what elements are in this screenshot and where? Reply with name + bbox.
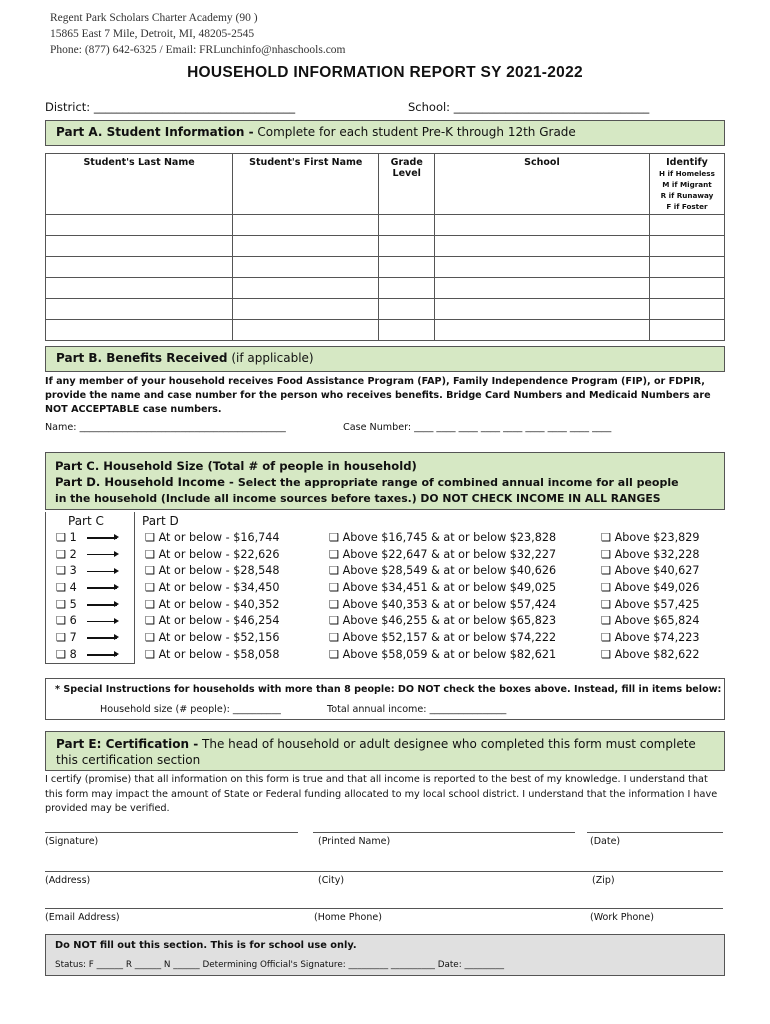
checkbox-icon[interactable]: ❑: [56, 547, 70, 561]
certification-text: I certify (promise) that all information on this form is true and that all income is reported to the best of my knowledge. I understand that this form may impact the amount of State or Federal funding allocated to my local school district. I understand that the information I have provided may be verified.: [45, 774, 718, 814]
printed-name-label: (Printed Name): [318, 836, 391, 847]
printed-name-line[interactable]: [313, 832, 575, 833]
home-phone-label: (Home Phone): [314, 912, 382, 923]
checkbox-icon[interactable]: ❑: [145, 614, 159, 628]
income-mid-option-label: Above $28,549 & at or below $40,626: [342, 564, 557, 578]
income-row: [56, 530, 736, 547]
household-size-option-label: 6: [69, 614, 77, 628]
household-size-option-label: 3: [69, 564, 77, 578]
income-low-option-label: At or below - $40,352: [158, 597, 280, 611]
checkbox-icon[interactable]: ❑: [601, 581, 615, 595]
income-low-option[interactable]: [145, 563, 280, 580]
income-high-option[interactable]: [601, 613, 700, 630]
school-contact: Phone: (877) 642-6325 / Email: FRLunchinfo@nhaschools.com: [50, 44, 346, 56]
part-d-instructions-1: Select the appropriate range of combined annual income for all people: [237, 476, 679, 489]
table-row[interactable]: [46, 278, 725, 299]
checkbox-icon[interactable]: ❑: [145, 547, 159, 561]
address-label: (Address): [45, 875, 91, 886]
household-size-option[interactable]: [56, 580, 117, 597]
checkbox-icon[interactable]: ❑: [329, 564, 343, 578]
part-b-title: Part B. Benefits Received: [56, 351, 228, 365]
checkbox-icon[interactable]: ❑: [329, 581, 343, 595]
income-high-option-label: Above $40,627: [614, 564, 700, 578]
part-c-col-label: Part C: [68, 514, 104, 528]
table-row[interactable]: [46, 299, 725, 320]
checkbox-icon[interactable]: ❑: [56, 581, 70, 595]
income-low-option[interactable]: [145, 530, 280, 547]
checkbox-icon[interactable]: ❑: [601, 631, 615, 645]
zip-label: (Zip): [592, 875, 615, 886]
income-high-option[interactable]: [601, 647, 700, 664]
school-address: 15865 East 7 Mile, Detroit, MI, 48205-2545: [50, 28, 255, 40]
household-size-option[interactable]: [56, 647, 117, 664]
income-low-option[interactable]: [145, 547, 280, 564]
part-b-instructions: If any member of your household receives Food Assistance Program (FAP), Family Independence Program (FIP), or FDPIR, provide the name and case number for the person who receives benefits. Bridge Card Numbers and Medicaid Numbers are NOT ACCEPTABLE case numbers.: [45, 376, 711, 415]
income-high-option-label: Above $57,425: [614, 597, 700, 611]
part-e-header: [45, 731, 725, 771]
part-a-subtitle: Complete for each student Pre-K through 12th Grade: [253, 125, 576, 139]
checkbox-icon[interactable]: ❑: [145, 531, 159, 544]
income-low-option-label: At or below - $58,058: [158, 647, 280, 661]
part-a-header: [45, 120, 725, 146]
household-size-option-label: 7: [69, 631, 77, 645]
income-mid-option[interactable]: [329, 580, 556, 597]
school-field[interactable]: School: __________________________________: [408, 100, 650, 114]
identify-m: M if Migrant: [662, 180, 712, 189]
income-mid-option-label: Above $22,647 & at or below $32,227: [342, 547, 557, 561]
income-mid-option[interactable]: [329, 647, 556, 664]
col-last-name: Student's Last Name: [46, 154, 233, 215]
household-size-option-label: 5: [69, 597, 77, 611]
page-title: HOUSEHOLD INFORMATION REPORT SY 2021-2022: [187, 64, 583, 81]
income-high-option-label: Above $74,223: [614, 631, 700, 645]
school-use-status: Status: F ______ R ______ N ______ Determining Official's Signature: _________ __________ Date: _________: [55, 960, 505, 970]
email-label: (Email Address): [45, 912, 120, 923]
district-field[interactable]: District: ___________________________________: [45, 100, 296, 114]
income-mid-option-label: Above $58,059 & at or below $82,621: [342, 647, 557, 661]
income-high-option[interactable]: [601, 580, 700, 597]
income-mid-option-label: Above $52,157 & at or below $74,222: [342, 631, 557, 645]
income-low-option-label: At or below - $34,450: [158, 581, 280, 595]
household-size-option[interactable]: [56, 563, 117, 580]
checkbox-icon[interactable]: ❑: [56, 631, 70, 645]
income-high-option[interactable]: [601, 630, 700, 647]
part-e-title: Part E: Certification -: [56, 737, 199, 751]
date-line[interactable]: [587, 832, 723, 833]
income-low-option[interactable]: [145, 580, 280, 597]
arrow-right-icon: [87, 637, 117, 639]
income-grid: [56, 530, 736, 664]
total-income-field[interactable]: Total annual income: ________________: [327, 704, 507, 715]
checkbox-icon[interactable]: ❑: [329, 631, 343, 645]
arrow-right-icon: [87, 537, 117, 539]
part-d-title: Part D. Household Income -: [55, 475, 234, 489]
checkbox-icon[interactable]: ❑: [56, 614, 70, 628]
checkbox-icon[interactable]: ❑: [601, 597, 615, 611]
part-cd-header: [45, 452, 725, 510]
signature-label: (Signature): [45, 836, 99, 847]
table-row[interactable]: [46, 215, 725, 236]
table-row[interactable]: [46, 320, 725, 341]
checkbox-icon[interactable]: ❑: [601, 547, 615, 561]
col-school: School: [435, 154, 650, 215]
col-first-name: Student's First Name: [233, 154, 379, 215]
school-use-box: [45, 934, 725, 976]
income-low-option-label: At or below - $52,156: [158, 631, 280, 645]
income-mid-option[interactable]: [329, 547, 556, 564]
checkbox-icon[interactable]: ❑: [145, 631, 159, 645]
income-low-option[interactable]: [145, 597, 280, 614]
city-label: (City): [318, 875, 345, 886]
income-row: [56, 630, 736, 647]
part-b-header: [45, 346, 725, 372]
benefit-name-field[interactable]: Name: ___________________________________________: [45, 422, 286, 433]
income-high-option-label: Above $82,622: [614, 647, 700, 661]
income-row: [56, 547, 736, 564]
checkbox-icon[interactable]: ❑: [601, 614, 615, 628]
income-high-option-label: Above $23,829: [614, 531, 700, 544]
part-a-title: Part A. Student Information -: [56, 125, 254, 139]
part-e-subtitle: The head of household or adult designee who completed this form must complete this certification section: [56, 737, 696, 767]
household-size-option-label: 1: [69, 531, 77, 544]
income-mid-option-label: Above $34,451 & at or below $49,025: [342, 581, 557, 595]
col-grade: Grade Level: [379, 154, 435, 215]
income-row: [56, 580, 736, 597]
checkbox-icon[interactable]: ❑: [56, 647, 70, 661]
checkbox-icon[interactable]: ❑: [145, 581, 159, 595]
student-table: [45, 153, 725, 341]
household-size-option-label: 2: [69, 547, 77, 561]
income-low-option-label: At or below - $46,254: [158, 614, 280, 628]
income-low-option[interactable]: [145, 630, 280, 647]
household-size-option[interactable]: [56, 597, 117, 614]
checkbox-icon[interactable]: ❑: [56, 597, 70, 611]
identify-label: Identify: [666, 157, 708, 168]
arrow-right-icon: [87, 554, 117, 556]
checkbox-icon[interactable]: ❑: [329, 531, 343, 544]
income-low-option-label: At or below - $16,744: [158, 531, 280, 544]
income-high-option-label: Above $49,026: [614, 581, 700, 595]
signature-line[interactable]: [45, 832, 298, 833]
identify-r: R if Runaway: [660, 191, 714, 200]
address-line[interactable]: [45, 871, 723, 872]
household-size-field[interactable]: Household size (# people): __________: [100, 704, 281, 715]
arrow-right-icon: [87, 587, 117, 589]
income-low-option-label: At or below - $28,548: [158, 564, 280, 578]
special-instructions-text: * Special Instructions for households with more than 8 people: DO NOT check the boxes above. Instead, fill in items below:: [55, 684, 722, 695]
checkbox-icon[interactable]: ❑: [329, 647, 343, 661]
identify-f: F if Foster: [666, 202, 708, 211]
school-name: Regent Park Scholars Charter Academy (90 ): [50, 12, 258, 24]
part-d-col-label: Part D: [142, 514, 179, 528]
work-phone-label: (Work Phone): [590, 912, 654, 923]
part-d-instructions-2: in the household (Include all income sources before taxes.) DO NOT CHECK INCOME IN ALL RANGES: [55, 492, 661, 505]
income-low-option-label: At or below - $22,626: [158, 547, 280, 561]
part-b-subtitle: (if applicable): [227, 351, 314, 365]
household-size-option-label: 8: [69, 647, 77, 661]
income-high-option[interactable]: [601, 547, 700, 564]
checkbox-icon[interactable]: ❑: [145, 564, 159, 578]
arrow-right-icon: [87, 654, 117, 656]
arrow-right-icon: [87, 571, 117, 573]
income-row: [56, 597, 736, 614]
special-instructions-box: [45, 678, 725, 720]
school-info: [50, 10, 346, 58]
checkbox-icon[interactable]: ❑: [601, 564, 615, 578]
income-mid-option[interactable]: [329, 613, 556, 630]
income-row: [56, 647, 736, 664]
household-size-option[interactable]: [56, 630, 117, 647]
checkbox-icon[interactable]: ❑: [145, 597, 159, 611]
table-row[interactable]: [46, 236, 725, 257]
income-mid-option-label: Above $16,745 & at or below $23,828: [342, 531, 557, 544]
checkbox-icon[interactable]: ❑: [56, 564, 70, 578]
checkbox-icon[interactable]: ❑: [329, 547, 343, 561]
income-mid-option-label: Above $40,353 & at or below $57,424: [342, 597, 557, 611]
part-c-title: Part C. Household Size (Total # of people in household): [55, 459, 417, 473]
income-high-option[interactable]: [601, 530, 700, 547]
date-label: (Date): [590, 836, 621, 847]
income-row: [56, 613, 736, 630]
income-mid-option[interactable]: [329, 563, 556, 580]
household-size-option[interactable]: [56, 613, 117, 630]
income-mid-option[interactable]: [329, 630, 556, 647]
checkbox-icon[interactable]: ❑: [145, 647, 159, 661]
school-use-title: Do NOT fill out this section. This is for school use only.: [55, 940, 357, 951]
income-low-option[interactable]: [145, 647, 280, 664]
col-identify: [649, 154, 724, 215]
checkbox-icon[interactable]: ❑: [601, 531, 615, 544]
income-low-option[interactable]: [145, 613, 280, 630]
arrow-right-icon: [87, 604, 117, 606]
income-high-option-label: Above $32,228: [614, 547, 700, 561]
checkbox-icon[interactable]: ❑: [601, 647, 615, 661]
income-mid-option[interactable]: [329, 530, 556, 547]
checkbox-icon[interactable]: ❑: [329, 614, 343, 628]
income-mid-option-label: Above $46,255 & at or below $65,823: [342, 614, 557, 628]
case-number-field[interactable]: Case Number: ____ ____ ____ ____ ____ ____ ____ ____ ____: [343, 422, 612, 433]
income-high-option[interactable]: [601, 597, 700, 614]
household-size-option[interactable]: [56, 530, 117, 547]
checkbox-icon[interactable]: ❑: [329, 597, 343, 611]
table-row[interactable]: [46, 257, 725, 278]
arrow-right-icon: [87, 621, 117, 623]
contact-line[interactable]: [45, 908, 723, 909]
checkbox-icon[interactable]: ❑: [56, 531, 70, 544]
income-high-option[interactable]: [601, 563, 700, 580]
identify-h: H if Homeless: [659, 169, 715, 178]
household-size-option-label: 4: [69, 581, 77, 595]
household-size-option[interactable]: [56, 547, 117, 564]
income-high-option-label: Above $65,824: [614, 614, 700, 628]
income-row: [56, 563, 736, 580]
income-mid-option[interactable]: [329, 597, 556, 614]
